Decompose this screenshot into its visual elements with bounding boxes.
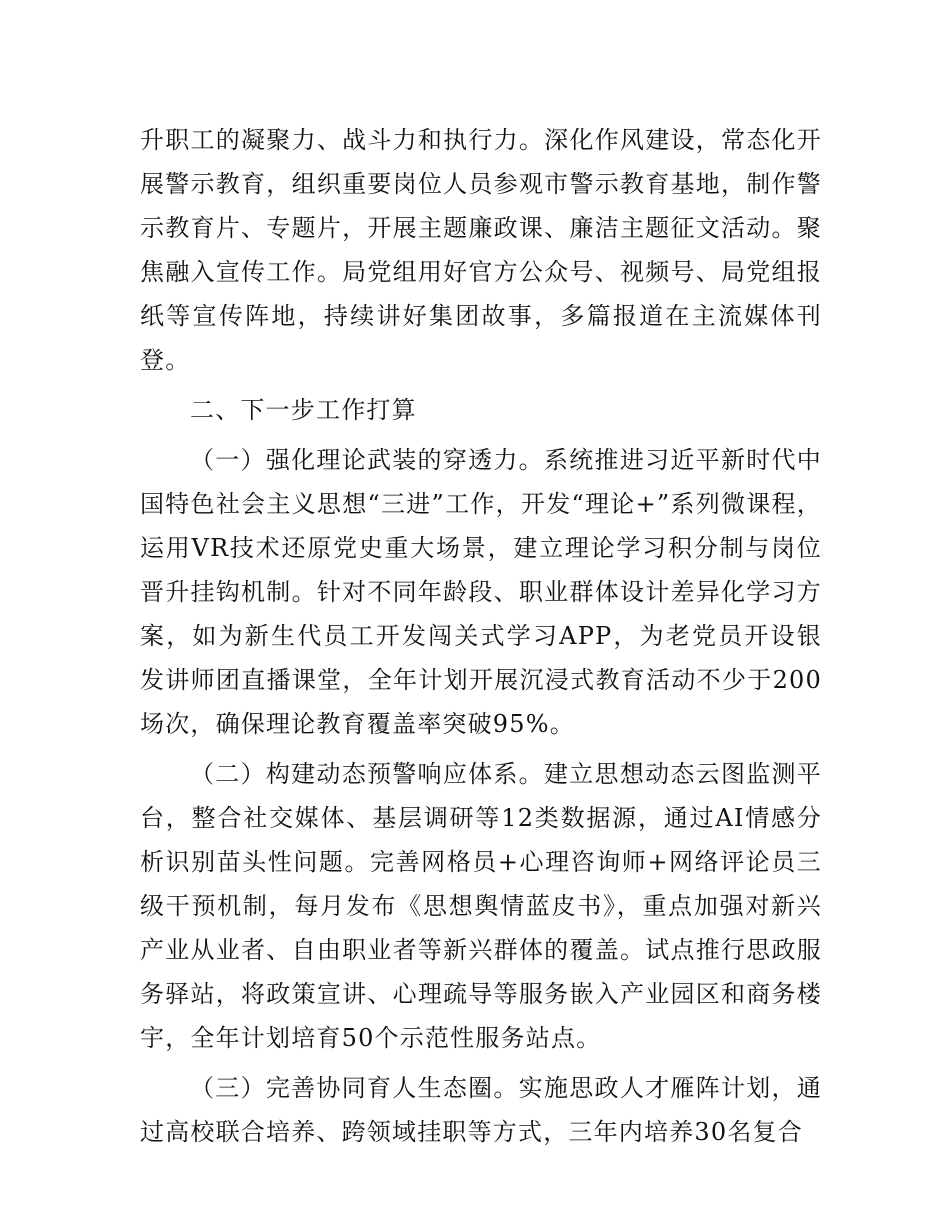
- section-heading-next-steps: 二、下一步工作打算: [190, 396, 417, 424]
- paragraph-continuation: 升职工的凝聚力、战斗力和执行力。深化作风建设，常态化开展警示教育，组织重要岗位人员参观市警示教育基地，制作警示教育片、专题片，开展主题廉政课、廉洁主题征文活动。聚焦融入宣传工作。局党组用好官方公众号、视频号、局党组报纸等宣传阵地，持续讲好集团故事，多篇报道在主流媒体刊登。: [140, 126, 822, 374]
- paragraph-item-2: （二）构建动态预警响应体系。建立思想动态云图监测平台，整合社交媒体、基层调研等12类数据源，通过AI情感分析识别苗头性问题。完善网格员+心理咨询师+网络评论员三级干预机制，每月发布《思想舆情蓝皮书》，重点加强对新兴产业从业者、自由职业者等新兴群体的覆盖。试点推行思政服务驿站，将政策宣讲、心理疏导等服务嵌入产业园区和商务楼宇，全年计划培育50个示范性服务站点。: [140, 760, 822, 1052]
- paragraph-item-1: （一）强化理论武装的穿透力。系统推进习近平新时代中国特色社会主义思想“三进”工作，开发“理论+”系列微课程，运用VR技术还原党史重大场景，建立理论学习积分制与岗位晋升挂钩机制。针对不同年龄段、职业群体设计差异化学习方案，如为新生代员工开发闯关式学习APP，为老党员开设银发讲师团直播课堂，全年计划开展沉浸式教育活动不少于200场次，确保理论教育覆盖率突破95%。: [140, 446, 822, 738]
- document-page: [140, 118, 822, 1154]
- paragraph-item-3: （三）完善协同育人生态圈。实施思政人才雁阵计划，通过高校联合培养、跨领域挂职等方式，三年内培养30名复合: [140, 1074, 822, 1146]
